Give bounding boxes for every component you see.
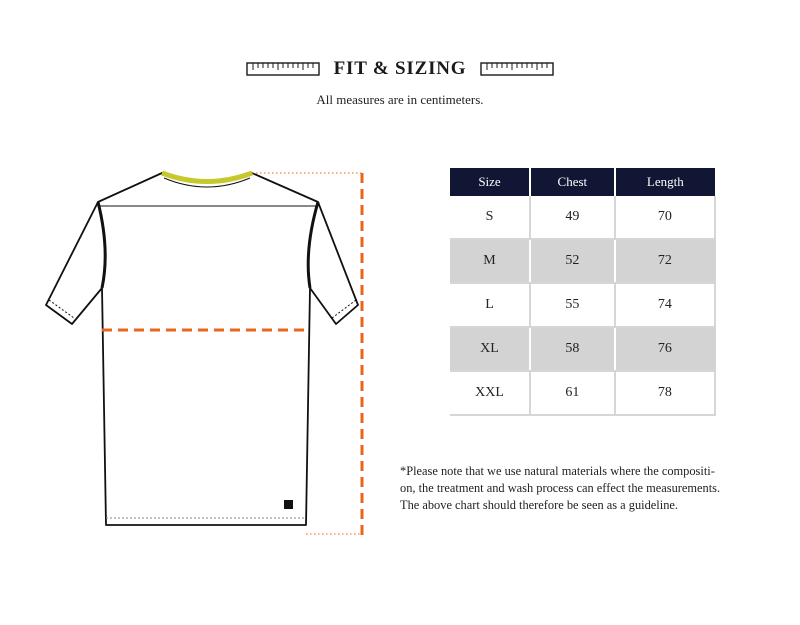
units-note: All measures are in centimeters. bbox=[316, 92, 484, 107]
header bbox=[0, 52, 800, 86]
table-row bbox=[450, 283, 715, 327]
ruler-icon bbox=[480, 60, 554, 78]
length-cell: 78 bbox=[615, 371, 715, 415]
length-cell: 72 bbox=[615, 239, 715, 283]
page-title: FIT & SIZING bbox=[333, 58, 467, 79]
ruler-icon bbox=[246, 60, 320, 78]
chest-cell: 61 bbox=[530, 371, 615, 415]
chest-cell: 58 bbox=[530, 327, 615, 371]
table-row bbox=[450, 196, 715, 239]
table-row bbox=[450, 239, 715, 283]
size-chart-table bbox=[450, 168, 716, 416]
size-cell: XXL bbox=[450, 371, 530, 415]
chest-cell: 52 bbox=[530, 239, 615, 283]
column-header-length: Length bbox=[615, 168, 715, 196]
size-cell: L bbox=[450, 283, 530, 327]
note-line: The above chart should therefore be seen as a guideline. bbox=[400, 498, 678, 512]
disclaimer-note bbox=[400, 463, 770, 514]
length-cell: 74 bbox=[615, 283, 715, 327]
table-row bbox=[450, 327, 715, 371]
note-line: on, the treatment and wash process can effect the measurements. bbox=[400, 481, 721, 495]
size-cell: XL bbox=[450, 327, 530, 371]
note-line: *Please note that we use natural materials where the compositi- bbox=[400, 464, 715, 478]
column-header-size: Size bbox=[450, 168, 530, 196]
length-cell: 76 bbox=[615, 327, 715, 371]
chest-cell: 55 bbox=[530, 283, 615, 327]
tshirt-illustration bbox=[40, 160, 370, 545]
size-cell: S bbox=[450, 196, 530, 239]
length-cell: 70 bbox=[615, 196, 715, 239]
column-header-chest: Chest bbox=[530, 168, 615, 196]
size-cell: M bbox=[450, 239, 530, 283]
chest-cell: 49 bbox=[530, 196, 615, 239]
table-header-row bbox=[450, 168, 715, 196]
table-row bbox=[450, 371, 715, 415]
